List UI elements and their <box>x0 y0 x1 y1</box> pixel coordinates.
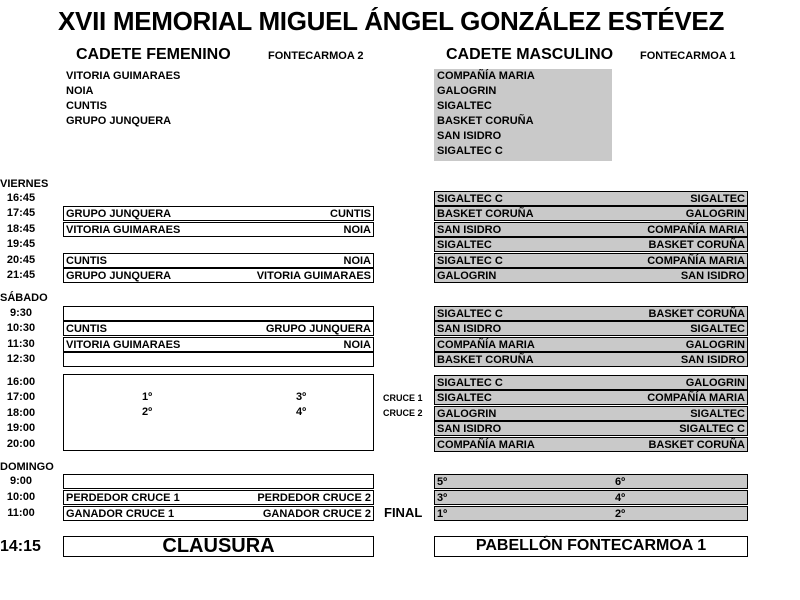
team-home: GANADOR CRUCE 1 <box>66 507 175 520</box>
masc-match-row <box>434 352 748 367</box>
team-away: CUNTIS <box>330 208 371 221</box>
team-away: GALOGRIN <box>685 377 745 389</box>
day-label-viernes: VIERNES <box>0 178 49 190</box>
time-slot: 11:30 <box>7 337 35 350</box>
list-item: GALOGRIN <box>437 85 497 97</box>
time-slot: 17:00 <box>6 391 36 404</box>
masc-match-row <box>434 222 748 237</box>
team-home: SAN ISIDRO <box>437 423 502 436</box>
team-away: 2º <box>615 507 626 520</box>
cruce2-label: CRUCE 2 <box>383 408 423 418</box>
cruce2-right: 4º <box>296 406 307 418</box>
masc-placement-row <box>434 506 748 521</box>
team-away: VITORIA GUIMARAES <box>256 270 371 282</box>
masc-match-row <box>434 237 748 252</box>
team-away: NOIA <box>343 254 371 267</box>
time-slot: 11:00 <box>7 506 35 519</box>
team-away: SIGALTEC <box>690 323 745 336</box>
masc-match-row <box>434 421 748 436</box>
team-home: 5º <box>437 476 448 488</box>
team-away: GALOGRIN <box>685 338 745 351</box>
team-away: BASKET CORUÑA <box>648 438 745 451</box>
fem-match-row <box>63 268 374 283</box>
team-away: BASKET CORUÑA <box>648 239 745 252</box>
masc-match-row <box>434 321 748 336</box>
team-away: PERDEDOR CRUCE 2 <box>257 491 371 504</box>
team-away: 6º <box>615 476 626 488</box>
team-home: COMPAÑÍA MARIA <box>437 338 535 351</box>
team-home: SIGALTEC C <box>437 377 503 389</box>
team-home: CUNTIS <box>66 323 107 336</box>
fem-category-title: CADETE FEMENINO <box>76 46 231 63</box>
time-slot: 16:45 <box>6 192 36 204</box>
fem-match-row <box>63 352 374 367</box>
team-away: 4º <box>615 491 626 504</box>
fem-match-row <box>63 222 374 237</box>
team-away: GRUPO JUNQUERA <box>265 323 371 336</box>
team-home: SAN ISIDRO <box>437 323 502 336</box>
team-away: GANADOR CRUCE 2 <box>262 507 371 520</box>
masc-match-row <box>434 406 748 421</box>
masc-match-row <box>434 191 748 206</box>
team-away: COMPAÑÍA MARIA <box>647 254 745 267</box>
time-slot: 12:30 <box>6 353 36 366</box>
team-home: SIGALTEC C <box>437 308 503 320</box>
cruce1-label: CRUCE 1 <box>383 393 423 403</box>
masc-team-list <box>434 69 612 161</box>
cruces-box <box>63 374 374 451</box>
masc-placement-row <box>434 474 748 489</box>
fem-match-row <box>63 337 374 352</box>
team-home: BASKET CORUÑA <box>437 208 534 221</box>
fem-venue: FONTECARMOA 2 <box>268 50 364 62</box>
team-home: CUNTIS <box>66 254 107 267</box>
final-label: FINAL <box>384 505 423 520</box>
team-home: SIGALTEC C <box>437 193 503 205</box>
list-item: CUNTIS <box>66 100 107 112</box>
team-home: VITORIA GUIMARAES <box>66 223 181 236</box>
list-item: BASKET CORUÑA <box>437 115 534 127</box>
masc-match-row <box>434 253 748 268</box>
list-item: SIGALTEC <box>437 100 492 112</box>
day-label-domingo: DOMINGO <box>0 461 54 473</box>
team-away: BASKET CORUÑA <box>648 308 745 320</box>
time-slot: 20:45 <box>6 253 36 266</box>
team-home: GALOGRIN <box>437 407 497 420</box>
fem-match-row <box>63 321 374 336</box>
time-slot: 18:00 <box>6 406 36 419</box>
fem-team-list <box>66 69 180 129</box>
list-item: VITORIA GUIMARAES <box>66 70 181 82</box>
team-home: SAN ISIDRO <box>437 223 502 236</box>
clausura-venue: PABELLÓN FONTECARMOA 1 <box>434 536 748 557</box>
team-away: SAN ISIDRO <box>680 270 745 282</box>
page-title: XVII MEMORIAL MIGUEL ÁNGEL GONZÁLEZ ESTÉVEZ <box>58 6 725 36</box>
team-away: COMPAÑÍA MARIA <box>647 223 745 236</box>
time-slot: 10:30 <box>6 322 36 335</box>
time-slot: 9:30 <box>9 307 33 319</box>
time-slot: 18:45 <box>6 222 36 235</box>
team-home: SIGALTEC <box>437 392 492 405</box>
team-home: PERDEDOR CRUCE 1 <box>66 491 180 504</box>
fem-match-row <box>63 474 374 489</box>
masc-match-row <box>434 206 748 221</box>
team-home: GRUPO JUNQUERA <box>66 208 172 221</box>
masc-match-row <box>434 375 748 390</box>
masc-category-title: CADETE MASCULINO <box>446 46 614 63</box>
team-home: 3º <box>437 491 448 504</box>
cruce1-right: 3º <box>296 391 307 403</box>
team-home: COMPAÑÍA MARIA <box>437 438 535 451</box>
list-item: SAN ISIDRO <box>437 130 502 142</box>
fem-match-row <box>63 490 374 505</box>
team-home: GRUPO JUNQUERA <box>66 270 172 282</box>
clausura-label: CLAUSURA <box>63 536 374 557</box>
masc-placement-row <box>434 490 748 505</box>
team-away: SIGALTEC C <box>679 423 745 436</box>
team-home: VITORIA GUIMARAES <box>66 338 181 351</box>
time-slot: 20:00 <box>6 437 36 450</box>
cruce1-left: 1º <box>142 391 153 403</box>
team-home: SIGALTEC C <box>437 254 503 267</box>
time-slot: 16:00 <box>6 376 36 388</box>
fem-match-row <box>63 306 374 321</box>
day-label-sabado: SÁBADO <box>0 292 48 304</box>
cruce2-left: 2º <box>142 406 153 418</box>
clausura-time: 14:15 <box>0 538 41 555</box>
team-home: SIGALTEC <box>437 239 492 252</box>
list-item: COMPAÑÍA MARIA <box>437 70 535 82</box>
time-slot: 9:00 <box>9 475 33 487</box>
masc-match-row <box>434 390 748 405</box>
list-item: NOIA <box>66 85 94 97</box>
team-away: SIGALTEC <box>690 193 745 205</box>
masc-match-row <box>434 437 748 452</box>
time-slot: 17:45 <box>6 207 36 220</box>
team-away: SAN ISIDRO <box>680 354 745 367</box>
masc-match-row <box>434 337 748 352</box>
time-slot: 10:00 <box>6 490 36 503</box>
team-away: GALOGRIN <box>685 208 745 221</box>
list-item: GRUPO JUNQUERA <box>66 115 172 127</box>
masc-venue: FONTECARMOA 1 <box>640 50 736 62</box>
time-slot: 21:45 <box>6 269 36 281</box>
team-away: SIGALTEC <box>690 407 745 420</box>
list-item: SIGALTEC C <box>437 145 503 157</box>
fem-match-row <box>63 253 374 268</box>
team-home: BASKET CORUÑA <box>437 354 534 367</box>
time-slot: 19:00 <box>6 422 36 435</box>
masc-match-row <box>434 268 748 283</box>
team-home: 1º <box>437 507 448 520</box>
time-slot: 19:45 <box>6 238 36 251</box>
masc-match-row <box>434 306 748 321</box>
team-away: COMPAÑÍA MARIA <box>647 392 745 405</box>
fem-match-row <box>63 506 374 521</box>
team-away: NOIA <box>343 338 371 351</box>
fem-match-row <box>63 206 374 221</box>
team-away: NOIA <box>343 223 371 236</box>
team-home: GALOGRIN <box>437 270 497 282</box>
